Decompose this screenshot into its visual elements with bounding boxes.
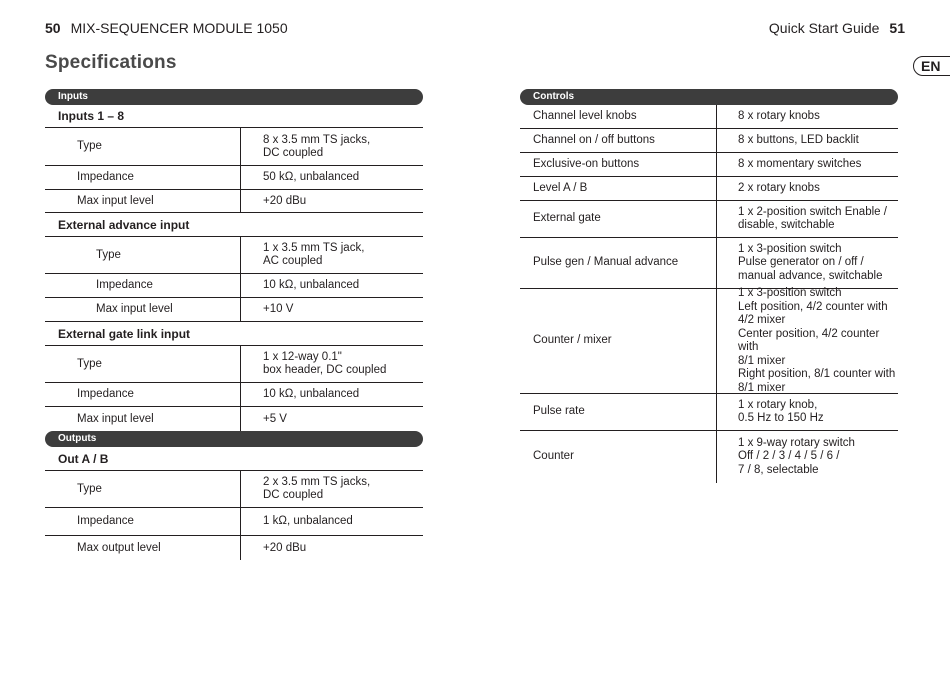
- outputs-section-bar: Outputs: [45, 431, 423, 447]
- spec-row: [45, 237, 423, 274]
- spec-label: Max output level: [77, 541, 161, 554]
- spec-label: Impedance: [77, 388, 134, 400]
- spec-row: [45, 298, 423, 322]
- spec-row: [45, 471, 423, 508]
- spec-label: Max input level: [96, 303, 173, 315]
- spec-value: 50 kΩ, unbalanced: [240, 166, 423, 189]
- spec-label: Type: [77, 482, 102, 495]
- spec-value: +5 V: [240, 407, 423, 431]
- control-label: Exclusive-on buttons: [533, 157, 640, 170]
- page-title: Specifications: [45, 52, 177, 73]
- control-label: Counter / mixer: [533, 334, 612, 347]
- spec-row: [45, 190, 423, 213]
- right-page-header: [769, 20, 905, 36]
- control-label: External gate: [533, 212, 601, 225]
- control-label: Pulse gen / Manual advance: [533, 256, 679, 269]
- spec-label: Max input level: [77, 412, 154, 425]
- external-gate-heading: External gate link input: [45, 322, 423, 346]
- spec-row: [45, 383, 423, 407]
- control-label: Channel level knobs: [533, 109, 637, 122]
- control-row: [520, 105, 898, 129]
- control-row: [520, 431, 898, 483]
- spec-value: 2 x 3.5 mm TS jacks, DC coupled: [240, 471, 423, 507]
- spec-value: 1 x 3.5 mm TS jack, AC coupled: [240, 237, 423, 273]
- spec-label: Impedance: [96, 279, 153, 291]
- spec-value: 1 kΩ, unbalanced: [240, 508, 423, 535]
- control-label: Level A / B: [533, 181, 588, 194]
- control-value: 8 x buttons, LED backlit: [716, 129, 898, 152]
- spec-value: +20 dBu: [240, 536, 423, 560]
- spec-label: Impedance: [77, 515, 134, 527]
- right-header-title: Quick Start Guide: [768, 20, 880, 36]
- control-value: 1 x 2-position switch Enable / disable, switchable: [716, 201, 898, 237]
- left-header-title: MIX-SEQUENCER MODULE 1050: [70, 20, 288, 36]
- control-label: Pulse rate: [533, 405, 585, 418]
- language-tab: EN: [913, 56, 950, 76]
- spec-row: [45, 508, 423, 536]
- control-value: 1 x rotary knob, 0.5 Hz to 150 Hz: [716, 394, 898, 430]
- spec-row: [45, 166, 423, 190]
- control-row: [520, 394, 898, 431]
- spec-value: +10 V: [240, 298, 423, 321]
- spec-label: Type: [96, 248, 121, 261]
- spec-row: [45, 128, 423, 166]
- control-label: Counter: [533, 450, 574, 463]
- control-row: [520, 201, 898, 238]
- control-value: 1 x 3-position switch Pulse generator on / off / manual advance, switchable: [716, 238, 898, 288]
- control-label: Channel on / off buttons: [533, 133, 655, 146]
- right-spec-column: [520, 89, 898, 483]
- spec-label: Type: [77, 140, 102, 152]
- spec-row: [45, 407, 423, 431]
- spec-label: Type: [77, 357, 102, 370]
- spec-value: 10 kΩ, unbalanced: [240, 274, 423, 297]
- inputs-1-8-heading: Inputs 1 – 8: [45, 105, 423, 128]
- spec-row: [45, 274, 423, 298]
- control-row: [520, 177, 898, 201]
- control-row: [520, 238, 898, 289]
- control-value: 2 x rotary knobs: [716, 177, 898, 200]
- spec-label: Max input level: [77, 194, 154, 207]
- left-page-header: [45, 20, 288, 36]
- left-spec-column: [45, 89, 423, 560]
- spec-row: [45, 536, 423, 560]
- right-page-number: 51: [889, 20, 905, 36]
- spec-label: Impedance: [77, 171, 134, 183]
- spec-row: [45, 346, 423, 383]
- control-value: 8 x rotary knobs: [716, 105, 898, 128]
- control-value: 1 x 9-way rotary switch Off / 2 / 3 / 4 / 5 / 6 / 7 / 8, selectable: [716, 431, 898, 483]
- spec-value: 1 x 12-way 0.1" box header, DC coupled: [240, 346, 423, 382]
- control-row: [520, 129, 898, 153]
- control-value: 8 x momentary switches: [716, 153, 898, 176]
- spec-value: 8 x 3.5 mm TS jacks, DC coupled: [240, 128, 423, 165]
- spec-value: +20 dBu: [240, 190, 423, 212]
- external-advance-heading: External advance input: [45, 213, 423, 237]
- controls-section-bar: Controls: [520, 89, 898, 105]
- control-value: 1 x 3-position switch Left position, 4/2 counter with 4/2 mixer Center position, 4/2 counter with 8/1 mixer Right position, 8/1 counter with 8/1 mixer: [716, 289, 898, 393]
- control-row: [520, 289, 898, 394]
- control-row: [520, 153, 898, 177]
- out-ab-heading: Out A / B: [45, 447, 423, 471]
- spec-value: 10 kΩ, unbalanced: [240, 383, 423, 406]
- inputs-section-bar: Inputs: [45, 89, 423, 105]
- left-page-number: 50: [45, 20, 61, 36]
